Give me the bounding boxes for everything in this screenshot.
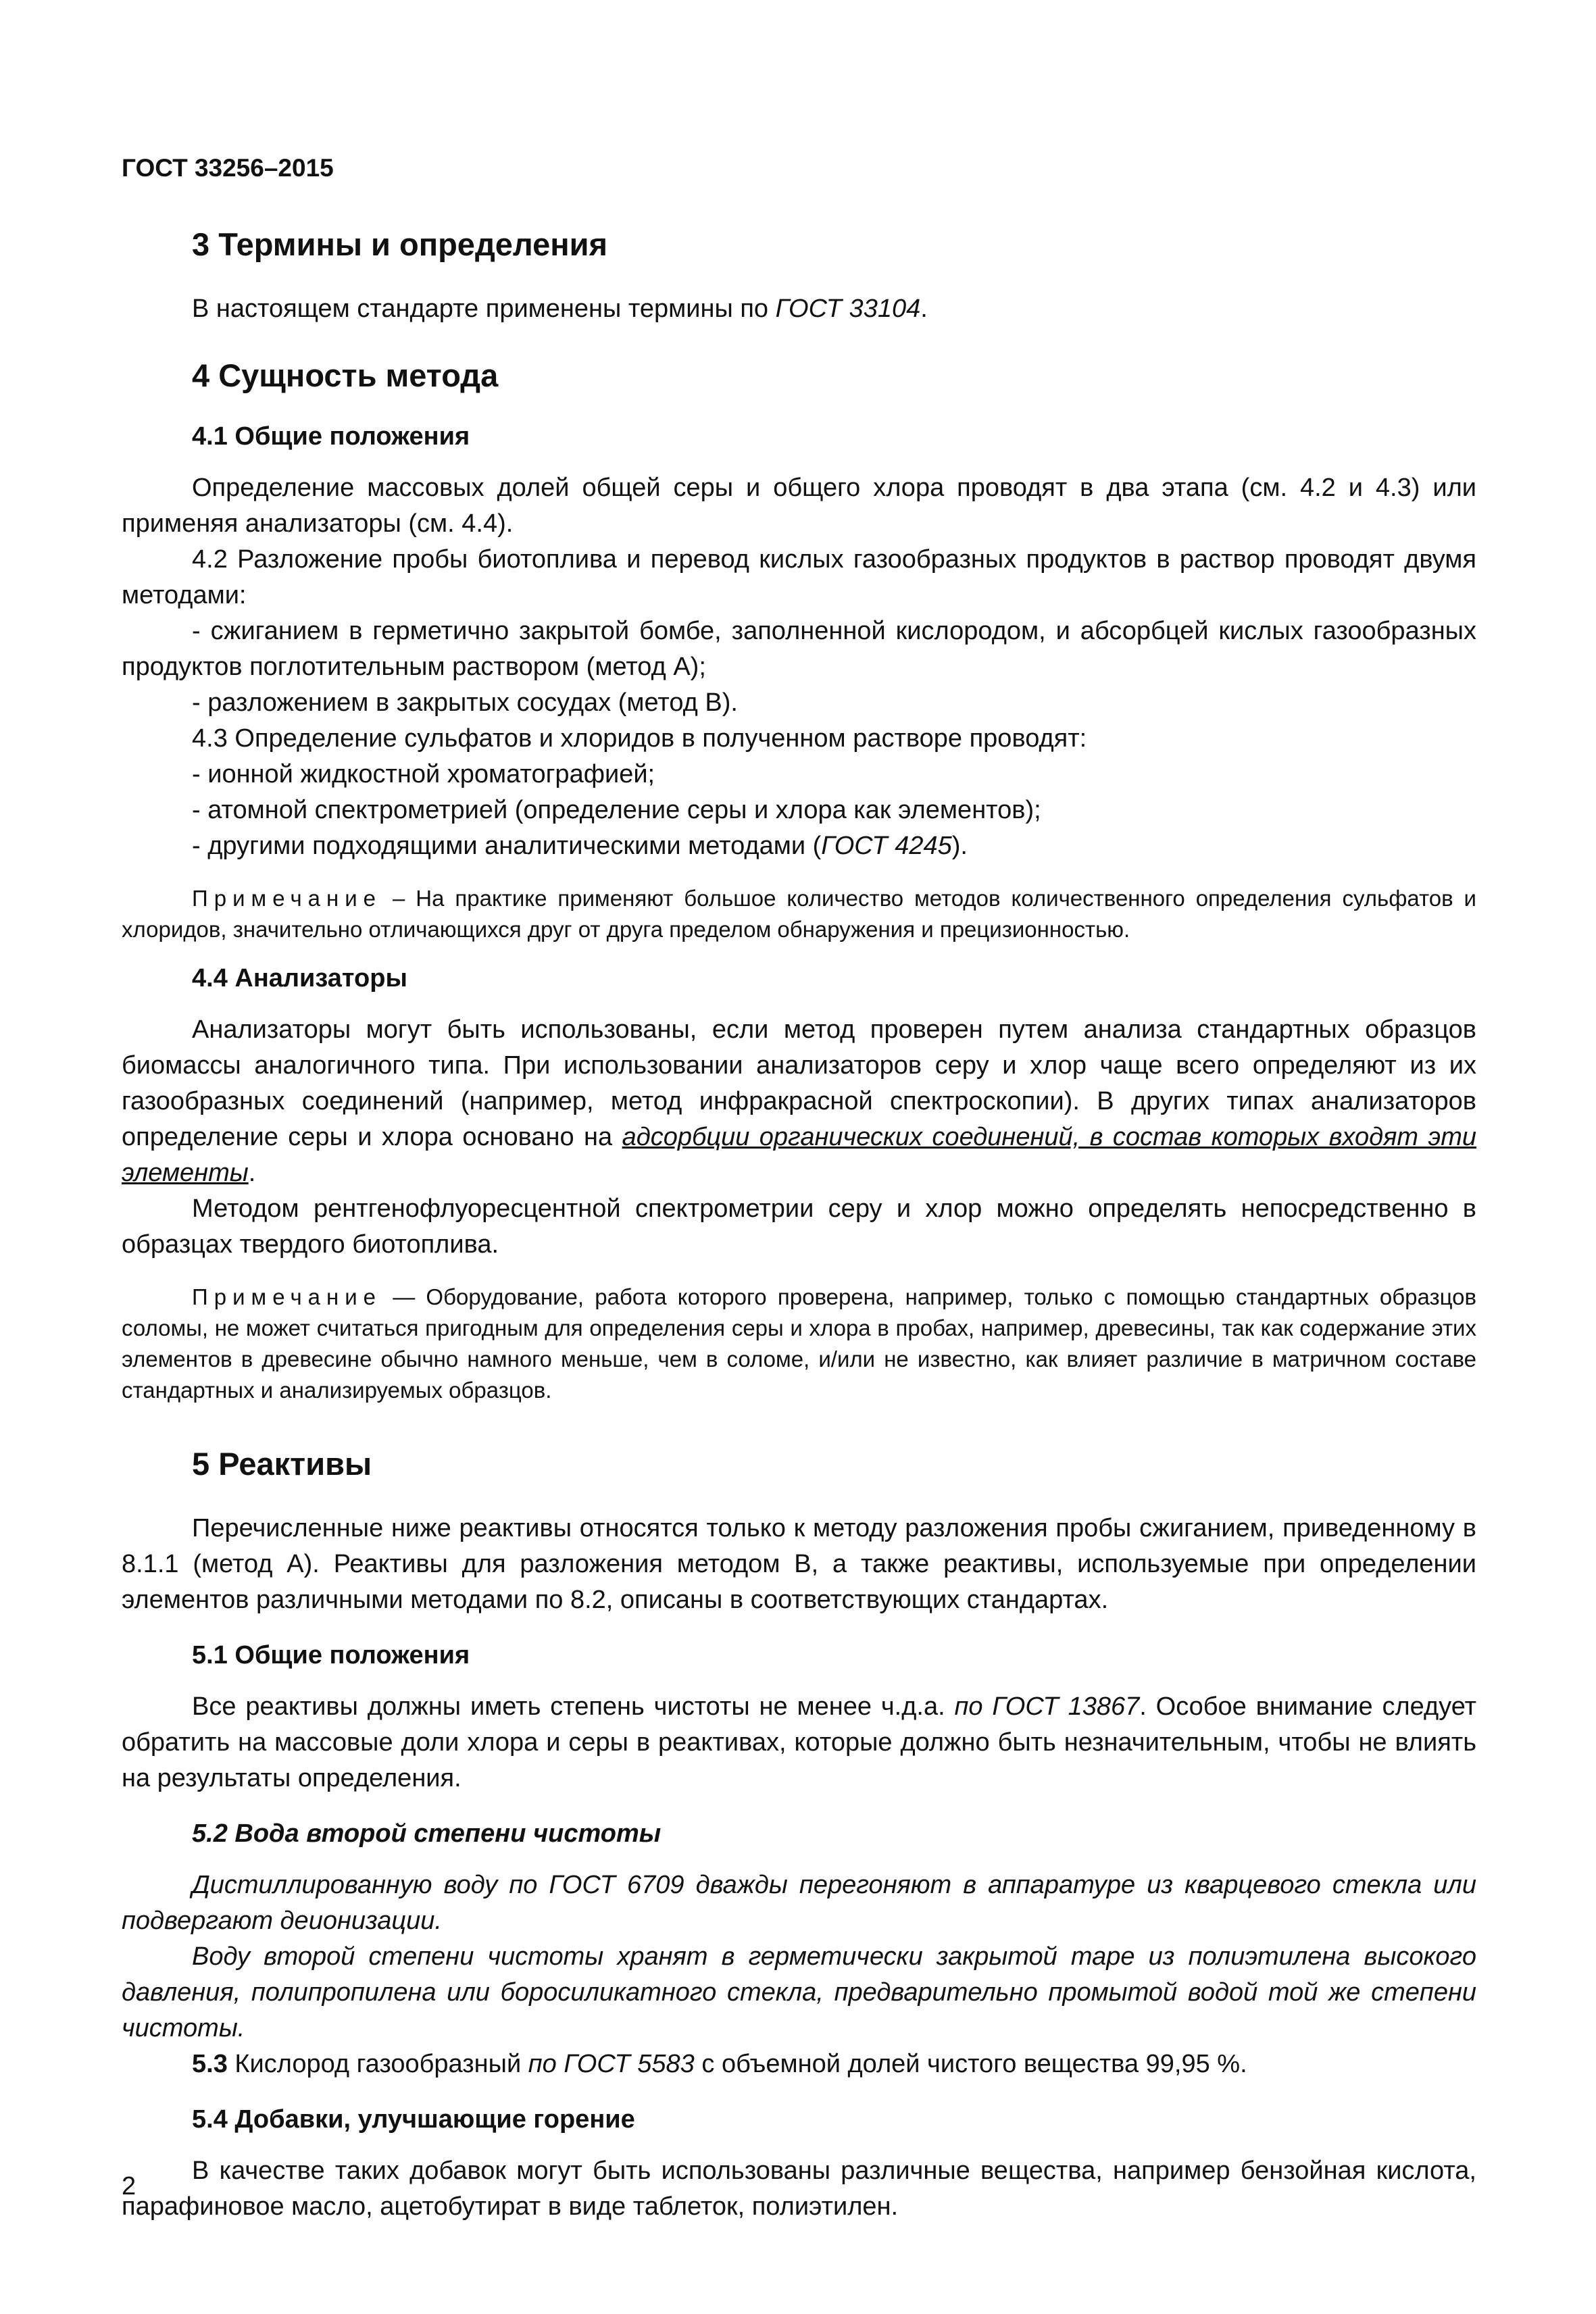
list-item: - сжиганием в герметично закрытой бомбе, заполненной кислородом, и абсорбцей кислых газообразных продуктов поглотительным раствором (метод А); (122, 617, 1476, 681)
standard-number: ГОСТ 33256–2015 (122, 154, 334, 182)
paragraph: Воду второй степени чистоты хранят в герметически закрытой таре из полиэтилена высокого давления, полипропилена или боросиликатного стекла, предварительно промытой водой той же степени чистоты. (122, 1942, 1476, 2042)
paragraph: 4.2 Разложение пробы биотоплива и перевод кислых газообразных продуктов в раствор проводят двумя методами: (122, 545, 1476, 609)
list-item: - ионной жидкостной хроматографией; (192, 760, 655, 788)
paragraph: Перечисленные ниже реактивы относятся только к методу разложения пробы сжиганием, приведенному в 8.1.1 (метод А). Реактивы для разложения методом В, а также реактивы, используемые при определении элементов различными методами по 8.2, описаны в соответствующих стандартах. (122, 1514, 1476, 1614)
note: Примечание — Оборудование, работа которого проверена, например, только с помощью стандартных образцов соломы, не может считаться пригодным для определения серы и хлора в пробах, например, древесины, так как содержание этих элементов в древесине обычно намного меньше, чем в соломе, и/или не известно, как влияет различие в матричном составе стандартных и анализируемых образцов. (122, 1284, 1476, 1403)
section-5-3: 5.3 Кислород газообразный по ГОСТ 5583 с объемной долей чистого вещества 99,95 %. (192, 2050, 1247, 2078)
section-5-3-number: 5.3 (192, 2050, 228, 2078)
section-4-1-title: 4.1 Общие положения (192, 422, 470, 451)
gost-5583-ref: по ГОСТ 5583 (528, 2050, 695, 2078)
section-5-4-title: 5.4 Добавки, улучшающие горение (192, 2105, 635, 2134)
paragraph: Дистиллированную воду по ГОСТ 6709 дважды перегоняют в аппаратуре из кварцевого стекла или подвергают деионизации. (122, 1871, 1476, 1935)
paragraph: Определение массовых долей общей серы и общего хлора проводят в два этапа (см. 4.2 и 4.3) или применяя анализаторы (см. 4.4). (122, 474, 1476, 538)
note-label: Примечание (192, 886, 382, 911)
list-item: - атомной спектрометрией (определение серы и хлора как элементов); (192, 796, 1041, 824)
paragraph: Методом рентгенофлуоресцентной спектрометрии серу и хлор можно определять непосредственно в образцах твердого биотоплива. (122, 1194, 1476, 1259)
section-5-2-title: 5.2 Вода второй степени чистоты (192, 1819, 662, 1848)
list-item: - разложением в закрытых сосудах (метод В). (192, 688, 738, 717)
section-3-title: 3 Термины и определения (192, 226, 607, 262)
section-3-text: В настоящем стандарте применены термины по ГОСТ 33104. (192, 295, 928, 323)
adsorption-link-text: адсорбции органических соединений, в состав которых входят эти элементы (122, 1123, 1476, 1187)
paragraph: Все реактивы должны иметь степень чистоты не менее ч.д.а. по ГОСТ 13867. Особое внимание следует обратить на массовые доли хлора и серы в реактивах, которые должно быть незначительным, чтобы не влиять на результаты определения. (122, 1692, 1476, 1792)
paragraph: 4.3 Определение сульфатов и хлоридов в полученном растворе проводят: (192, 724, 1087, 753)
gost-33104-ref: ГОСТ 33104 (775, 295, 921, 323)
paragraph: В качестве таких добавок могут быть использованы различные вещества, например бензойная кислота, парафиновое масло, ацетобутират в виде таблеток, полиэтилен. (122, 2157, 1476, 2221)
gost-13867-ref: по ГОСТ 13867 (954, 1692, 1140, 1721)
note: Примечание – На практике применяют большое количество методов количественного определения сульфатов и хлоридов, значительно отличающихся друг от друга пределом обнаружения и прецизионностью. (122, 886, 1476, 942)
page-number: 2 (122, 2172, 136, 2200)
list-item: - другими подходящими аналитическими методами (ГОСТ 4245). (192, 832, 968, 860)
section-4-4-title: 4.4 Анализаторы (192, 964, 407, 992)
note-label: Примечание (192, 1284, 382, 1309)
section-5-1-title: 5.1 Общие положения (192, 1641, 470, 1669)
section-5-title: 5 Реактивы (192, 1446, 372, 1482)
section-4-title: 4 Сущность метода (192, 357, 499, 393)
document-page (122, 154, 1476, 2225)
paragraph: Анализаторы могут быть использованы, если метод проверен путем анализа стандартных образцов биомассы аналогичного типа. При использовании анализаторов серу и хлор чаще всего определяют из их газообразных соединений (например, метод инфракрасной спектроскопии). В других типах анализаторов определение серы и хлора основано на адсорбции органических соединений, в состав которых входят эти элементы. (122, 1015, 1476, 1187)
gost-4245-ref: ГОСТ 4245 (821, 832, 952, 860)
